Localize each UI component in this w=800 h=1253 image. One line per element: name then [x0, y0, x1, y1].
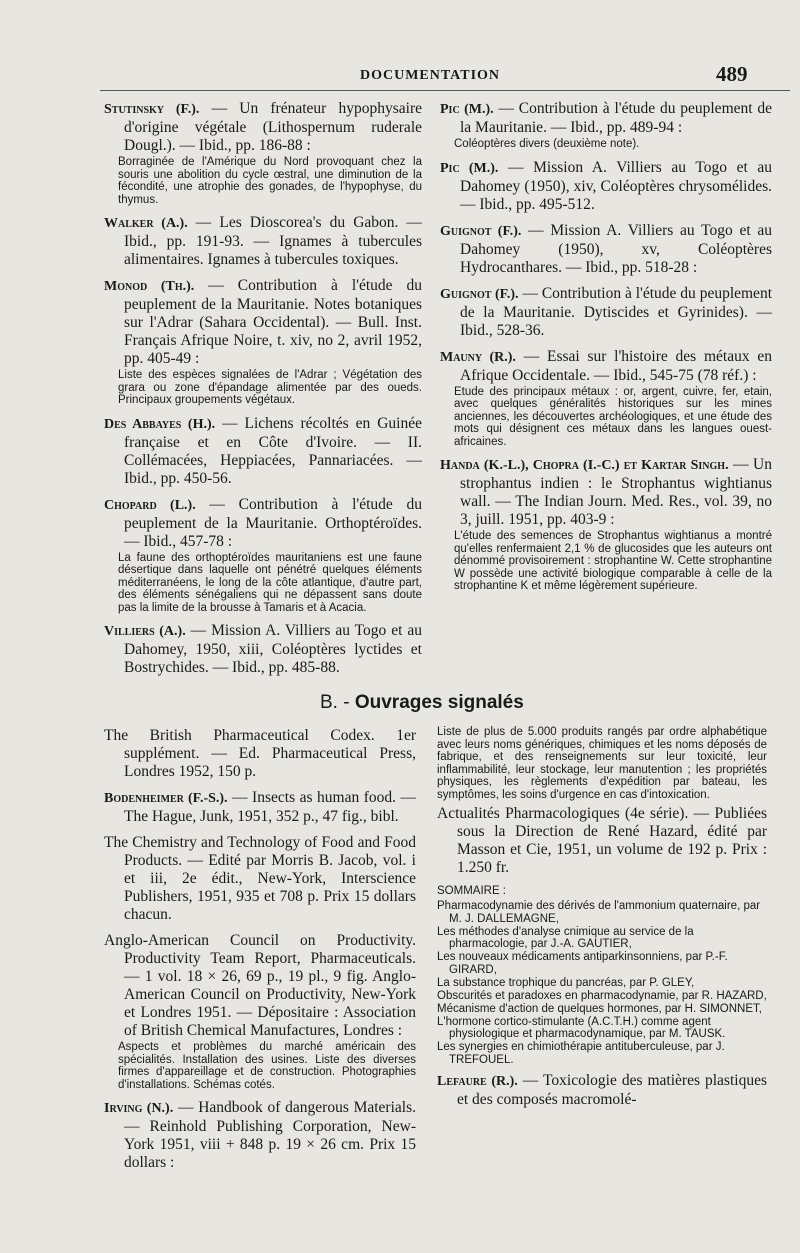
- sommaire-title: SOMMAIRE :: [437, 885, 507, 897]
- entry-text: — Contribution à l'étude du peuplement de la Mauritanie. Dytiscides et Gyrinides). — Ibid., 528-36.: [460, 284, 772, 339]
- entry-author: Handa (K.-L.), Chopra (I.-C.) et Kartar Singh.: [440, 458, 729, 473]
- bibliography-entry: [104, 932, 416, 1091]
- entry-note: L'étude des semences de Strophantus wightianus a montré qu'elles renfermaient 2,1 % de glucosides que les auteurs ont dénommé provisoirement : strophantine W. Cette strophantine W possède une activité biologique comparable à celle de la strophantine K et même légèrement supérieure.: [454, 530, 772, 592]
- bibliography-entry: [104, 100, 422, 206]
- page-header: [0, 62, 800, 88]
- section-prefix: B. -: [320, 692, 355, 713]
- bibliography-entry: [104, 214, 422, 269]
- sommaire-list: [437, 900, 767, 1066]
- entry-author: Walker (A.).: [104, 216, 188, 231]
- entry-text: — Lichens récoltés en Guinée française et en Côte d'Ivoire. — II. Collémacées, Heppiacées, Pannariacées. — Ibid., pp. 450-56.: [124, 414, 422, 487]
- entry-text: — Un strophantus indien : le Strophantus wightianus wall. — The Indian Journ. Med. Res., vol. 39, no 3, juill. 1951, pp. 403-9 :: [460, 456, 772, 528]
- sommaire-item: Les méthodes d'analyse cnimique au service de la pharmacologie, par J.-A. GAUTIER,: [437, 925, 694, 950]
- sommaire-item: Les nouveaux médicaments antiparkinsonniens, par P.-F. GIRARD,: [437, 951, 728, 976]
- entry-text: Actualités Pharmacologiques (4e série). — Publiées sous la Direction de René Hazard, édité par Masson et Cie, 1951, un volume de 192 p. Prix : 1.250 fr.: [437, 805, 767, 876]
- entry-text: — Un frénateur hypophysaire d'origine végétale (Lithospernum ruderale Dougl.). — Ibid., pp. 186-88 :: [124, 100, 422, 154]
- right-column-top: [440, 100, 772, 601]
- entry-text: — Contribution à l'étude du peuplement de la Mauritanie. Orthoptéroïdes. — Ibid., 457-78 :: [124, 495, 422, 550]
- bibliography-entry: [104, 496, 422, 615]
- bibliography-entry: [440, 456, 772, 593]
- entry-author: Villiers (A.).: [104, 624, 186, 639]
- entry-text: The British Pharmaceutical Codex. 1er supplément. — Ed. Pharmaceutical Press, Londres 1952, 150 p.: [104, 727, 416, 780]
- section-title: Ouvrages signalés: [354, 692, 524, 713]
- entry-note: Liste des espèces signalées de l'Adrar ; Végétation des grara ou zone d'épandage alimentée par des oueds. Principaux groupements végétaux.: [118, 369, 422, 406]
- entry-text: — Handbook of dangerous Materials. — Reinhold Publishing Corporation, New-York 1951, viii + 848 p. 19 × 26 cm. Prix 15 dollars :: [124, 1099, 416, 1171]
- sommaire-item: L'hormone cortico-stimulante (A.C.T.H.) comme agent physiologique et pharmacodynamique, par M. TAUSK.: [437, 1015, 726, 1040]
- sommaire-item: Les synergies en chimiothérapie antituberculeuse, par J. TREFOUEL.: [437, 1041, 725, 1066]
- right-column-bottom: [437, 725, 767, 1117]
- bibliography-entry: [440, 222, 772, 277]
- entry-note: Etude des principaux métaux : or, argent, cuivre, fer, etain, avec quelques généralités historiques sur les mines anciennes, les découvertes archéologiques, et une étude des mots qui désignent ces métaux dans les langues ouest-africaines.: [454, 385, 772, 448]
- bibliography-entry: [440, 159, 772, 214]
- entry-text: Anglo-American Council on Productivity. Productivity Team Report, Pharmaceuticals. — 1 vol. 18 × 26, 69 p., 19 pl., 9 fig. Anglo-American Council on Productivity, New-York et Londres 1951. — Dépositaire : Association of British Chemical Manufactures, Londres :: [104, 932, 416, 1039]
- entry-text: — Essai sur l'histoire des métaux en Afrique Occidentale. — Ibid., 545-75 (78 réf.) :: [460, 347, 772, 384]
- entry-note: Liste de plus de 5.000 produits rangés par ordre alphabétique avec leurs noms génériques, chimiques et les noms déposés de fabrique, et des renseignements sur leur toxicité, leur inflammabilité, leur stockage, leur manutention ; les propriétés physiques, les règlements d'expédition par bateau, les symptômes, les soins d'urgence en cas d'intoxication.: [437, 726, 767, 801]
- bibliography-entry: [104, 1099, 416, 1172]
- bibliography-entry: [440, 100, 772, 151]
- entry-note: La faune des orthoptéroïdes mauritaniens est une faune désertique dans laquelle ont pénétré quelques éléments méditerranéens, le long de la côte atlantique, d'autre part, des éléments sénégaliens qui ne dépassent sans doute pas la limite de la brousse à Tamaris et à Acacia.: [118, 551, 422, 614]
- entry-author: Pic (M.).: [440, 102, 494, 117]
- sommaire-item: La substance trophique du pancréas, par P. GLEY,: [437, 976, 695, 989]
- entry-text: The Chemistry and Technology of Food and Food Products. — Edité par Morris B. Jacob, vol. i et iii, 2e édit., New-York, Interscience Publishers, 1951, 935 et 708 p. Prix 15 dollars chacun.: [104, 834, 416, 923]
- entry-author: Guignot (F.).: [440, 286, 519, 302]
- entry-text: — Mission A. Villiers au Togo et au Dahomey (1950), xv, Coléoptères Hydrocanthares. — Ibid., pp. 518-28 :: [460, 221, 772, 276]
- entry-text: — Mission A. Villiers au Togo et au Dahomey, 1950, xiii, Coléoptères lyctides et Bostrychides. — Ibid., pp. 485-88.: [124, 622, 422, 676]
- bibliography-entry: [104, 727, 416, 781]
- entry-text: — Toxicologie des matières plastiques et des composés macromolé-: [457, 1072, 767, 1108]
- entry-author: Des Abbayes (H.).: [104, 416, 216, 432]
- bibliography-entry: [104, 789, 416, 826]
- entry-note: Aspects et problèmes du marché américain des spécialités. Installation des usines. Liste des diverses firmes d'appareillage et de construction. Photographies d'installations. Schémas cotés.: [118, 1041, 416, 1091]
- sommaire-item: Mécanisme d'action de quelques hormones, par H. SIMONNET,: [437, 1002, 762, 1015]
- entry-text: — Les Dioscorea's du Gabon. — Ibid., pp. 191-93. — Ignames à tubercules alimentaires. Ignames à tubercules toxiques.: [124, 214, 422, 268]
- bibliography-entry: [440, 348, 772, 449]
- entry-author: Guignot (F.).: [440, 223, 522, 239]
- running-title: DOCUMENTATION: [360, 68, 501, 83]
- bibliography-entry: [104, 622, 422, 677]
- bibliography-entry: [440, 285, 772, 340]
- bibliography-entry: [437, 805, 767, 877]
- entry-author: Stutinsky (F.).: [104, 102, 200, 117]
- left-column-top: [104, 100, 422, 685]
- entry-note: Coléoptères divers (deuxième note).: [454, 138, 640, 150]
- entry-author: Chopard (L.).: [104, 497, 196, 513]
- header-rule: [100, 90, 790, 91]
- entry-text: — Mission A. Villiers au Togo et au Dahomey (1950), xiv, Coléoptères chrysomélides. — Ibid., pp. 495-512.: [460, 158, 772, 213]
- entry-author: Bodenheimer (F.-S.).: [104, 791, 228, 806]
- entry-author: Lefaure (R.).: [437, 1074, 518, 1089]
- bibliography-entry: [437, 1072, 767, 1109]
- entry-text: — Insects as human food. — The Hague, Junk, 1951, 352 p., 47 fig., bibl.: [124, 789, 416, 825]
- page-number: 489: [716, 62, 748, 86]
- bibliography-entry: [104, 415, 422, 488]
- entry-text: — Contribution à l'étude du peuplement de la Mauritanie. — Ibid., pp. 489-94 :: [460, 100, 772, 136]
- sommaire-item: Obscurités et paradoxes en pharmacodynamie, par R. HAZARD,: [437, 989, 767, 1002]
- bibliography-entry: [104, 834, 416, 924]
- sommaire-item: Pharmacodynamie des dérivés de l'ammonium quaternaire, par M. J. DALLEMAGNE,: [437, 900, 761, 925]
- entry-text: — Contribution à l'étude du peuplement de la Mauritanie. Notes botaniques sur l'Adrar (Sahara Occidental). — Bull. Inst. Français Afrique Noire, t. xiv, no 2, avril 1952, pp. 405-49 :: [124, 277, 422, 367]
- bibliography-entry: [104, 277, 422, 407]
- left-column-bottom: [104, 727, 416, 1180]
- entry-author: Monod (Th.).: [104, 279, 195, 294]
- entry-author: Pic (M.).: [440, 160, 499, 176]
- entry-note: Borraginée de l'Amérique du Nord provoquant chez la souris une abolition du cycle œstral, une diminution de la fécondité, une atrophie des gonades, de l'hypophyse, du thymus.: [118, 156, 422, 206]
- entry-author: Mauny (R.).: [440, 349, 516, 365]
- entry-author: Irving (N.).: [104, 1101, 174, 1116]
- section-heading: [320, 692, 524, 714]
